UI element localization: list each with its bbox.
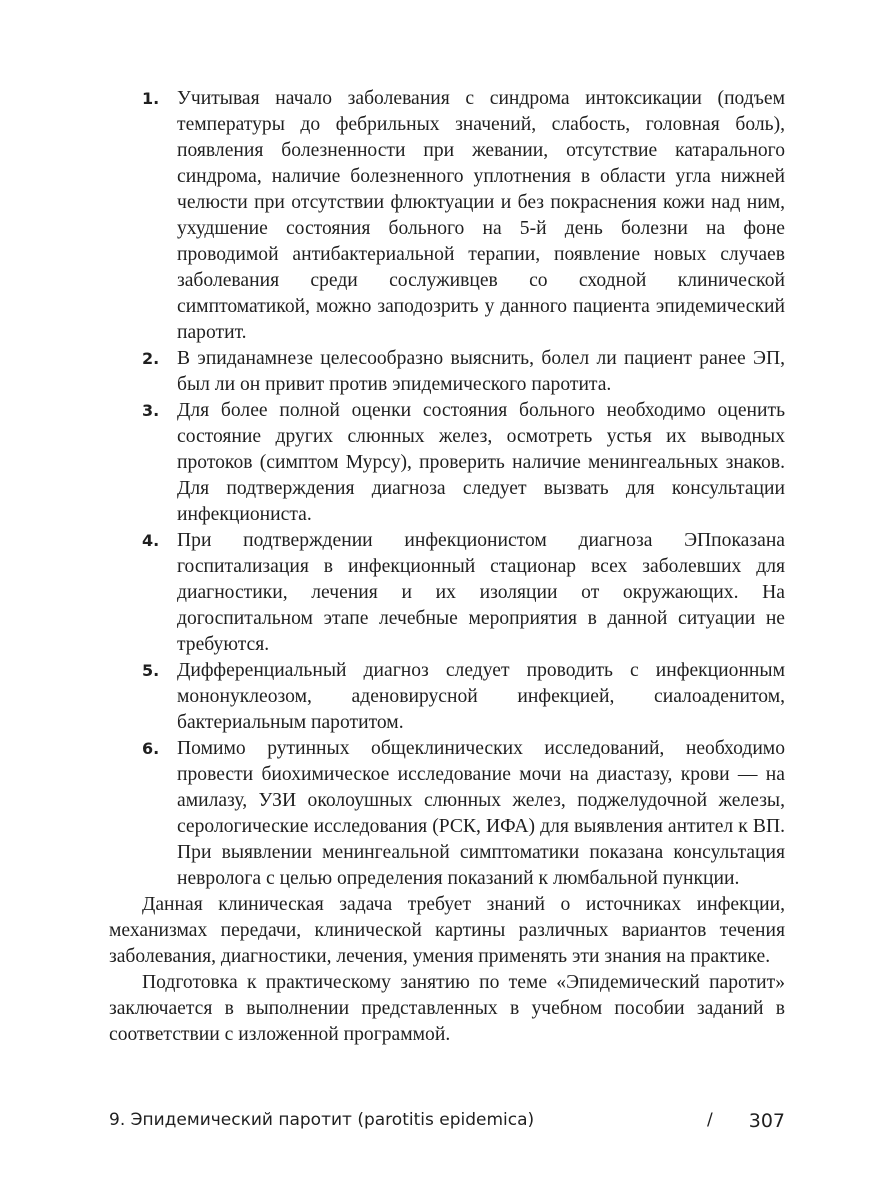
page-footer xyxy=(109,1110,785,1140)
list-item-text: При подтверждении инфекционистом диагноза ЭПпоказана госпитализация в инфекционный стационар всех заболевших для диагностики, лечения и их изоляции от окружающих. На догоспитальном этапе лечебные мероприятия в данной ситуации не требуются. xyxy=(177,530,785,655)
body-paragraph: Данная клиническая задача требует знаний о источниках инфекции, механизмах передачи, клинической картины различных вариантов течения заболевания, диагностики, лечения, умения применять эти знания на практике. xyxy=(109,894,785,967)
footer-separator: / xyxy=(707,1110,713,1130)
list-item-number: 3. xyxy=(142,401,160,420)
list-item-number: 4. xyxy=(142,531,160,550)
body-paragraph: Подготовка к практическому занятию по теме «Эпидемический паротит» заключается в выполнении представленных в учебном пособии заданий в соответствии с изложенной программой. xyxy=(109,972,785,1045)
page-content xyxy=(109,86,785,1048)
list-item xyxy=(109,398,785,528)
page-number: 307 xyxy=(748,1110,785,1132)
list-item xyxy=(109,658,785,736)
list-item-text: Учитывая начало заболевания с синдрома интоксикации (подъем температуры до фебрильных значений, слабость, головная боль), появления болезненности при жевании, отсутствие катарального синдрома, наличие болезненного уплотнения в области угла нижней челюсти при отсутствии флюктуации и без покраснения кожи над ним, ухудшение состояния больного на 5-й день болезни на фоне проводимой антибактериальной терапии, появление новых случаев заболевания среди сослуживцев со сходной клинической симптоматикой, можно заподозрить у данного пациента эпидемический паротит. xyxy=(177,88,785,343)
list-item-text: Помимо рутинных общеклинических исследований, необходимо провести биохимическое исследование мочи на диастазу, крови — на амилазу, УЗИ околоушных слюнных желез, поджелудочной железы, серологические исследования (РСК, ИФА) для выявления антител к ВП. При выявлении менингеальной симптоматики показана консультация невролога с целью определения показаний к люмбальной пункции. xyxy=(177,738,785,889)
list-item-text: В эпиданамнезе целесообразно выяснить, болел ли пациент ранее ЭП, был ли он привит против эпидемического паротита. xyxy=(177,348,785,395)
list-item xyxy=(109,736,785,892)
list-item xyxy=(109,528,785,658)
answers-list xyxy=(109,86,785,892)
list-item xyxy=(109,86,785,346)
list-item-text: Для более полной оценки состояния больного необходимо оценить состояние других слюнных желез, осмотреть устья их выводных протоков (симптом Мурсу), проверить наличие менингеальных знаков. Для подтверждения диагноза следует вызвать для консультации инфекциониста. xyxy=(177,400,785,525)
list-item-number: 6. xyxy=(142,739,160,758)
list-item xyxy=(109,346,785,398)
list-item-text: Дифференциальный диагноз следует проводить с инфекционным мононуклеозом, аденовирусной инфекцией, сиалоаденитом, бактериальным паротитом. xyxy=(177,660,785,733)
footer-chapter-title: 9. Эпидемический паротит (parotitis epidemica) xyxy=(109,1110,535,1130)
list-item-number: 2. xyxy=(142,349,160,368)
list-item-number: 1. xyxy=(142,89,160,108)
list-item-number: 5. xyxy=(142,661,160,680)
